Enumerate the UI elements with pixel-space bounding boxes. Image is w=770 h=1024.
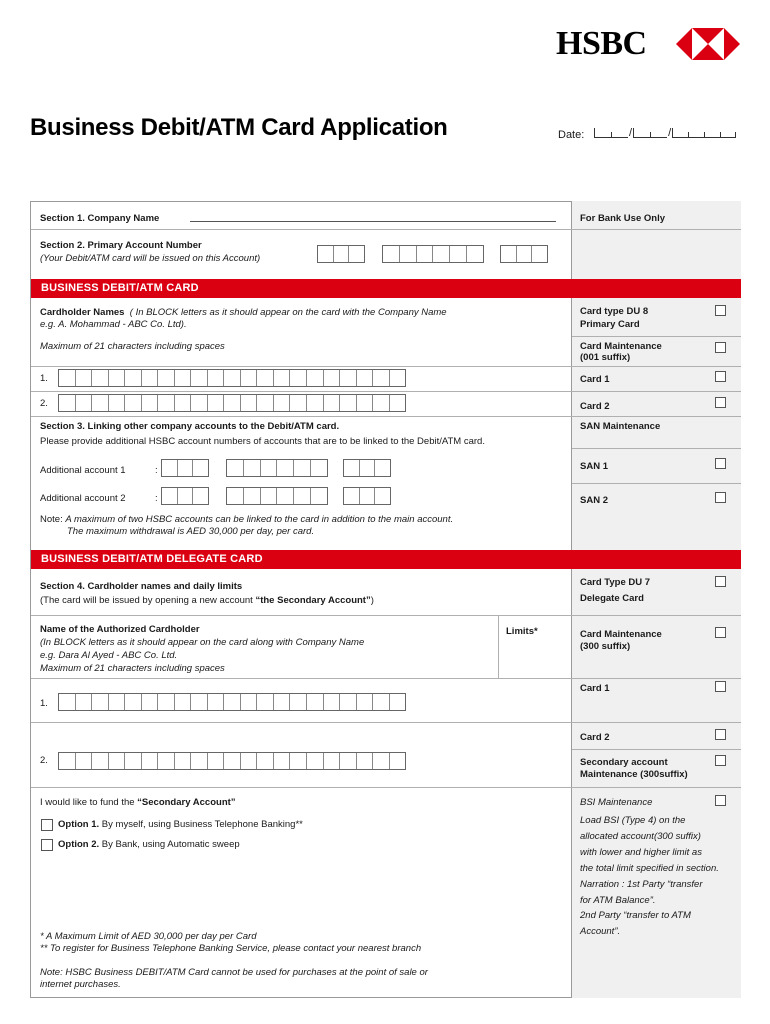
- debit-card2-label: Card 2: [580, 401, 610, 412]
- card-type-du7: Card Type DU 7: [580, 577, 651, 588]
- business-debit-card-header: BUSINESS DEBIT/ATM CARD: [31, 279, 741, 298]
- san1-label: SAN 1: [580, 461, 608, 472]
- divider: [31, 615, 741, 616]
- delegate-name-2-field[interactable]: [58, 752, 406, 770]
- section3-note: Note: A maximum of two HSBC accounts can be linked to the card in addition to the main account.: [40, 514, 454, 525]
- delegate-card1-label: Card 1: [580, 683, 610, 694]
- max-chars-note: Maximum of 21 characters including spaces: [40, 341, 225, 352]
- cardholder-name-2-field[interactable]: [58, 394, 406, 412]
- additional-account-2-part1[interactable]: [161, 487, 209, 505]
- company-name-field[interactable]: [190, 221, 556, 222]
- card-maintenance-001-suffix: (001 suffix): [580, 352, 631, 363]
- card-maintenance-300-checkbox[interactable]: [715, 627, 726, 638]
- option2-label[interactable]: Option 2. By Bank, using Automatic sweep: [58, 839, 240, 850]
- bsi-maintenance-title: BSI Maintenance: [580, 797, 653, 808]
- section2-sub: (Your Debit/ATM card will be issued on this Account): [40, 253, 261, 264]
- cardholder-name-1-field[interactable]: [58, 369, 406, 387]
- option1-checkbox[interactable]: [41, 819, 53, 831]
- authorized-cardholder-label: Name of the Authorized Cardholder: [40, 624, 200, 635]
- usage-note-1: Note: HSBC Business DEBIT/ATM Card cannot be used for purchases at the point of sale or: [40, 967, 428, 978]
- san1-checkbox[interactable]: [715, 458, 726, 469]
- colon: :: [155, 493, 158, 504]
- san2-label: SAN 2: [580, 495, 608, 506]
- delegate-card2-checkbox[interactable]: [715, 729, 726, 740]
- section1-label: Section 1. Company Name: [40, 213, 160, 224]
- additional-account-1-part2[interactable]: [226, 459, 328, 477]
- account-number-part2[interactable]: [382, 245, 484, 263]
- additional-account-1-part3[interactable]: [343, 459, 391, 477]
- divider: [572, 336, 741, 337]
- limits-label: Limits*: [506, 626, 538, 637]
- date-label: Date:: [558, 129, 585, 141]
- section3-label: Section 3. Linking other company accounts to the Debit/ATM card.: [40, 421, 340, 432]
- secondary-maintenance-suffix: Maintenance (300suffix): [580, 769, 688, 780]
- primary-card-label: Primary Card: [580, 319, 640, 330]
- section3-note-2: The maximum withdrawal is AED 30,000 per day, per card.: [67, 526, 315, 537]
- secondary-account-maintenance: Secondary account: [580, 757, 668, 768]
- debit-card1-label: Card 1: [580, 374, 610, 385]
- additional-account-2-part2[interactable]: [226, 487, 328, 505]
- page-title: Business Debit/ATM Card Application: [30, 114, 448, 141]
- cardholder-example: e.g. A. Mohammad - ABC Co. Ltd).: [40, 319, 187, 330]
- divider: [572, 749, 741, 750]
- delegate-line-2-label: 2.: [40, 755, 48, 766]
- card-maintenance-300-suffix: (300 suffix): [580, 641, 631, 652]
- cardholder-names-label: Cardholder Names ( In BLOCK letters as it should appear on the card with the Company Name: [40, 307, 447, 318]
- authorized-note-3: Maximum of 21 characters including spaces: [40, 663, 225, 674]
- divider: [31, 416, 741, 417]
- section4-sub: (The card will be issued by opening a new account “the Secondary Account”): [40, 595, 374, 606]
- card-type-du8: Card type DU 8: [580, 306, 649, 317]
- card-maintenance-001: Card Maintenance: [580, 341, 662, 352]
- account-number-part3[interactable]: [500, 245, 548, 263]
- san-maintenance-label: SAN Maintenance: [580, 421, 661, 432]
- additional-account-1-part1[interactable]: [161, 459, 209, 477]
- secondary-account-checkbox[interactable]: [715, 755, 726, 766]
- card-maintenance-300: Card Maintenance: [580, 629, 662, 640]
- delegate-name-1-field[interactable]: [58, 693, 406, 711]
- usage-note-2: internet purchases.: [40, 979, 121, 990]
- cardholder-line-1-label: 1.: [40, 373, 48, 384]
- section2-label: Section 2. Primary Account Number: [40, 240, 202, 251]
- footnote-1: * A Maximum Limit of AED 30,000 per day per Card: [40, 931, 257, 942]
- bsi-maintenance-checkbox[interactable]: [715, 795, 726, 806]
- debit-card1-checkbox[interactable]: [715, 371, 726, 382]
- delegate-card-label: Delegate Card: [580, 593, 644, 604]
- section4-label: Section 4. Cardholder names and daily limits: [40, 581, 243, 592]
- divider: [572, 448, 741, 449]
- additional-account-1-label: Additional account 1: [40, 465, 126, 476]
- additional-account-2-label: Additional account 2: [40, 493, 126, 504]
- delegate-card-header: BUSINESS DEBIT/ATM DELEGATE CARD: [31, 550, 741, 569]
- divider: [31, 391, 741, 392]
- debit-card2-checkbox[interactable]: [715, 397, 726, 408]
- account-number-part1[interactable]: [317, 245, 365, 263]
- colon: :: [155, 465, 158, 476]
- divider: [31, 787, 741, 788]
- card-maintenance-001-checkbox[interactable]: [715, 342, 726, 353]
- divider: [31, 678, 741, 679]
- delegate-line-1-label: 1.: [40, 698, 48, 709]
- san2-checkbox[interactable]: [715, 492, 726, 503]
- authorized-note-2: e.g. Dara Al Ayed - ABC Co. Ltd.: [40, 650, 178, 661]
- divider: [572, 483, 741, 484]
- bank-use-label: For Bank Use Only: [580, 213, 665, 224]
- card-type-du8-checkbox[interactable]: [715, 305, 726, 316]
- card-type-du7-checkbox[interactable]: [715, 576, 726, 587]
- option1-label[interactable]: Option 1. By myself, using Business Telephone Banking**: [58, 819, 303, 830]
- limits-divider: [498, 616, 499, 678]
- funding-intro: I would like to fund the “Secondary Account”: [40, 797, 236, 808]
- divider: [31, 229, 741, 230]
- delegate-card2-label: Card 2: [580, 732, 610, 743]
- option2-checkbox[interactable]: [41, 839, 53, 851]
- divider: [31, 722, 741, 723]
- date-field[interactable]: / /: [594, 126, 736, 138]
- delegate-card1-checkbox[interactable]: [715, 681, 726, 692]
- cardholder-line-2-label: 2.: [40, 398, 48, 409]
- hsbc-logo-text: HSBC: [556, 25, 647, 62]
- additional-account-2-part3[interactable]: [343, 487, 391, 505]
- footnote-2: ** To register for Business Telephone Banking Service, please contact your nearest branch: [40, 943, 422, 954]
- divider: [31, 366, 741, 367]
- section3-sub: Please provide additional HSBC account numbers of accounts that are to be linked to the Debit/ATM card.: [40, 436, 485, 447]
- hsbc-hexagon-logo: [676, 28, 740, 60]
- authorized-note-1: (In BLOCK letters as it should appear on the card along with Company Name: [40, 637, 365, 648]
- bsi-instructions: Load BSI (Type 4) on the allocated account(300 suffix) with lower and higher limit as the total limit specified in section. Narration : 1st Party “transfer for ATM Balance”. 2nd Party “transfer to ATM Account”.: [580, 815, 719, 938]
